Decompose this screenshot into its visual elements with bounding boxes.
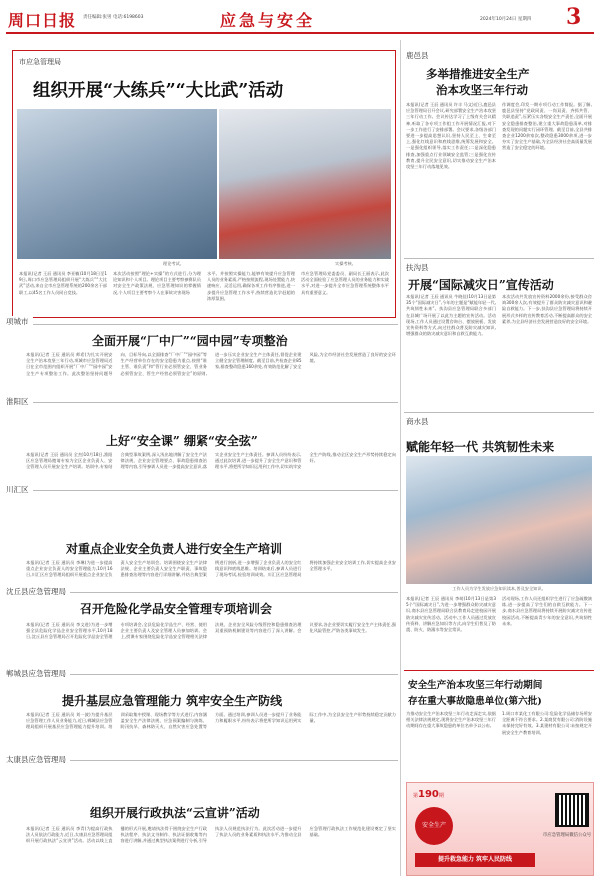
- rule-r3: [404, 412, 594, 413]
- date-line: 2024年10月24日 星期四: [480, 17, 532, 22]
- ad-badge: 安全生产: [415, 807, 453, 845]
- column-divider: [400, 40, 401, 876]
- hazards-headline-line1: 安全生产治本攻坚三年行动期间: [408, 680, 543, 691]
- luyi-col2: 作调度会,印发一期专项行动工作简报。据了解,鹿邑县坚持“党政同责、一岗双责、齐抓共管、失职追责”,压紧压实各级安全生产责任,全面开展安全隐患排查整治,建立重大事故隐患清单,对排查发现的问题实行闭环管理。截至目前,全县共排查企业1200余家次,整改隐患3000余项,进一步夯实了安全生产基础,为全县经济社会高质量发展营造了安全稳定的环境。: [502, 102, 592, 151]
- chuanhui-body: 本报讯(记者 王辰 通讯员 李琳)为进一步提高重点企业安全负责人的安全管理能力,10月16日,川汇区应急管理局组织开展重点企业安全负责人安全生产培训会。培训围绕安全生产法律法规、企业主要负责人安全生产职责、事故隐患排查治理等内容进行详细讲解,并结合典型案例进行剖析,进一步增强了企业负责人的安全红线意识和底线思维。培训结束后,参训人员进行了现场考试,检验培训成效。川汇区应急管理局将持续加强企业安全培训工作,切实提高企业安全管理水平。: [26, 560, 396, 578]
- ad-slogan: 提升救急能力 筑牢人民防线: [415, 853, 535, 867]
- ad-issue-suffix: 期: [438, 793, 444, 799]
- shangshui-region: 商水县: [406, 417, 429, 426]
- hazards-col2: 1.周口市某化工有限公司:危险化学品储存场所安全距离不符合要求。2.某商贸有限公司:消防设施未保持完好有效。3.某建材有限公司:未按规定开展安全生产教育培训。: [502, 711, 592, 735]
- fugou-col1: 本报讯(记者 王辰 通讯员 牛晓佳)10月13日是第35个“国际减灾日”,今年的主题是“赋能年轻一代,共筑韧性未来”。扶沟县应急管理局联合多部门在县城广场开展了以此为主题的宣传活动。活动现场,工作人员通过设置咨询台、摆放展板、发放宣传资料等方式,向过往群众普及防灾减灾知识,增强群众的防灾减灾意识和自救互救能力。: [406, 294, 496, 337]
- lead-caption-left: 理论考试。: [163, 261, 184, 266]
- editor-line: 责任编辑:张男 电话:6198603: [83, 15, 144, 20]
- ad-issue: [413, 789, 444, 800]
- luyi-region: 鹿邑县: [406, 51, 429, 60]
- section-title-bar: [208, 6, 388, 28]
- right-article-fugou: [404, 262, 594, 412]
- huaiyang-body: 本报讯(记者 王辰 通讯员 全杰)10月18日,淮阳区应急管理局邀请专家为全区企业负责人、安全管理人员开展安全生产培训。培训中,专家结合典型事故案例,深入浅出地讲解了安全生产法律法规、企业安全管理要点、事故隐患排查治理等内容,引导参训人员进一步提高安全意识,落实企业安全生产主体责任。参训人员纷纷表示,通过此次培训,进一步提升了安全生产意识和管理水平,将把所学知识运用到工作中,切实筑牢安全生产防线,推动全区安全生产形势持续稳定向好。: [26, 452, 396, 470]
- right-article-hazards: [404, 670, 594, 778]
- lead-section: 市应急管理局: [19, 58, 61, 66]
- lead-col2: 本次活动按照“理论+实操”的方式进行,分为理论知识和个人项目。理论项目主要考察参赛队员对安全生产政策法规、应急管理知识的掌握情况,个人项目主要考察个人在事故灾害现场: [113, 271, 201, 295]
- lead-headline: 组织开展“大练兵”“大比武”活动: [33, 81, 284, 101]
- shangshui-headline: 赋能年轻一代 共筑韧性未来: [406, 440, 555, 454]
- xiangcheng-headline: 全面开展“厂中厂”“园中园”专项整治: [92, 334, 288, 348]
- section-title: 应急与安全: [220, 11, 316, 30]
- fugou-region: 扶沟县: [406, 263, 429, 272]
- masthead-logo: 周口日报: [8, 11, 77, 30]
- luyi-headline-line1: 多举措推进安全生产: [426, 67, 530, 81]
- dancheng-body: 本报讯(记者 王辰 通讯员 刘一波)为提升基层应急管理工作人员业务能力,近日,郸城县应急管理局组织开展基层应急管理能力提升培训。培训采取集中授课、现场教学等方式进行,内容涵盖安全生产法律法规、应急预案编制与演练、防汛抗旱、森林防灭火、自然灾害应急处置等方面。通过培训,参训人员进一步提升了业务能力和履职水平,纷纷表示将把所学知识运用到实际工作中,为全县安全生产形势持续稳定贡献力量。: [26, 712, 396, 730]
- right-article-shangshui: [404, 416, 594, 664]
- dancheng-region: 郸城县应急管理局: [6, 668, 70, 679]
- hazards-headline-line2: 存在重大事故隐患单位(第六批): [408, 696, 542, 707]
- left-article-shenqiu: [6, 586, 398, 668]
- page-number: 3: [566, 4, 582, 30]
- qr-caption: 市应急管理局微信公众号: [542, 833, 592, 838]
- huaiyang-headline: 上好“安全课” 绷紧“安全弦”: [106, 434, 258, 448]
- xiangcheng-body: 本报讯(记者 王辰 通讯员 师希)为扎实开展安全生产治本攻坚三年行动,项城市应急管理局近日在全市范围内组织开展“厂中厂”“园中园”安全生产专项整治工作。此次整治坚持问题导向、目标导向,以全面排查“厂中厂”“园中园”等生产经营单位存在的安全隐患为重点,按照“谁主管、谁负责”和“管行业必须管安全、管业务必须管安全、管生产经营必须管安全”的原则,进一步压实企业安全生产主体责任,督促企业建立健全安全管理制度。截至目前,共检查企业85家,排查整改隐患160余处,有效防范化解了安全风险,为全市经济社会发展营造了良好的安全环境。: [26, 352, 396, 376]
- ad-banner: [406, 782, 594, 876]
- right-article-luyi: [404, 50, 594, 260]
- left-article-taikang: [6, 754, 398, 876]
- left-article-huaiyang: [6, 396, 398, 484]
- dancheng-headline: 提升基层应急管理能力 筑牢安全生产防线: [62, 694, 283, 708]
- qr-code: [555, 793, 589, 827]
- ad-issue-number: 190: [418, 789, 439, 800]
- huaiyang-region: 淮阳区: [6, 396, 33, 407]
- xiangcheng-region: 项城市: [6, 316, 33, 327]
- hazards-col1: 为推动安全生产治本攻坚三年行动走深走实,依据相关法律法规规定,现将安全生产治本攻坚三年行动期间存在重大事故隐患的单位名单予以公布。: [406, 711, 496, 729]
- taikang-body: 本报讯(记者 王辰 通讯员 李青)为提高行政执法人员依法行政能力,近日,太康县应急管理局组织开展行政执法“云宣讲”活动。活动以线上直播的形式开展,邀请执法骨干围绕安全生产行政执法程序、执法文书制作、执法证据收集等内容进行讲解,并通过典型执法案例进行分析,引导执法人员规范执法行为。此次活动进一步提升了执法人员的业务素质和执法水平,为推动全县应急管理行政执法工作规范化建设奠定了坚实基础。: [26, 826, 396, 844]
- lead-caption-right: 实操考核。: [335, 261, 356, 266]
- shangshui-col2: 活动现场,工作人员还组织学生进行了应急疏散演练,进一步提高了学生们的自救互救能力。下一步,商水县应急管理局将持续开展防灾减灾宣传进校园活动,不断提高青少年的安全意识,共筑韧性未来。: [502, 596, 592, 626]
- masthead-rule: [6, 32, 594, 34]
- taikang-region: 太康县应急管理局: [6, 754, 70, 765]
- masthead: [0, 0, 600, 36]
- lead-col3: 水平。并按照实操能力,能够有效提升应急管理人员的业务素质,严格按照流程,现场处置能力,快速响应、灵活运用,确保各项工作有序推进,进一步提升应急管理工作水平,持续营造比学赶超的浓厚氛围。: [207, 271, 295, 301]
- ad-issue-label: 第: [413, 793, 419, 799]
- lead-col1: 本报讯(记者 王辰 通讯员 李亚楠)10月18日至19日,周口市应急管理局组织开展“大练兵”“大比武”活动,来自全市应急管理系统的200余名干部职工,以45名工作人员同台竞技。: [19, 271, 107, 295]
- lead-photo-left: [17, 109, 217, 259]
- luyi-col1: 本报讯(记者 王辰 通讯员 许丰 马文)近日,鹿邑县应急管理局召开会议,研究部署安全生产治本攻坚三年行动工作。会议传达学习了上级有关会议精神,听取了各专项工作组工作开展情况汇报,对下一步工作进行了安排部署。会议要求,各级各部门要进一步提高思想认识,坚持人民至上、生命至上,强化红线意识和底线思维,统筹发展和安全。一是强化组织领导,落实工作责任;二是深化隐患排查,加强重点行业领域安全监管;三是强化宣传教育,提升全民安全意识,切实推动安全生产治本攻坚三年行动落地见效。: [406, 102, 496, 170]
- left-article-xiangcheng: [6, 316, 398, 396]
- left-article-dancheng: [6, 668, 398, 754]
- lead-photo-right: [219, 109, 391, 259]
- shangshui-caption: 工作人员为学生发放应急知识读本,普及安全知识。: [452, 586, 546, 591]
- left-article-chuanhui: [6, 484, 398, 580]
- shenqiu-region: 沈丘县应急管理局: [6, 586, 70, 597]
- shenqiu-body: 本报讯(记者 王辰 通讯员 李文进)为进一步增强全县危险化学品企业安全管理水平,10月18日,沈丘县应急管理局召开危险化学品安全管理专项培训会,全县危险化学品生产、经营、使用企业主要负责人及安全管理人员参加培训。会上,授课专家围绕危险化学品安全管理相关法律法规、企业安全风险分级管控和隐患排查治理双重预防机制建设等内容进行了深入讲解。会议要求,各企业要切实履行安全生产主体责任,强化风险管控,严防各类事故发生。: [26, 622, 396, 640]
- lead-col4: 市应急管理局党委委员、副局长王丽表示,此次活动全面检验了应急管理人员的业务能力和实战水平,对进一步提升全市应急管理系统整体水平具有重要意义。: [301, 271, 389, 295]
- shangshui-col1: 本报讯(记者 王辰 通讯员 李萌)10月13日是第35个“国际减灾日”,为进一步增强群众防灾减灾意识,商水县应急管理局联合县教育局走进校园开展防灾减灾宣传活动。活动中,工作人员通过发放宣传资料、讲解应急知识等方式,向学生们普及了防震、防火、防溺水等安全常识。: [406, 596, 496, 633]
- shenqiu-headline: 召开危险化学品安全管理专项培训会: [80, 602, 273, 616]
- taikang-headline: 组织开展行政执法“云宣讲”活动: [90, 806, 260, 820]
- fugou-col2: 本次活动共发放宣传资料2000余份,接受群众咨询300余人次,有效提升了群众防灾减灾意识和避险自救能力。下一步,扶沟县应急管理局将持续开展形式多样的宣传教育活动,不断提高群众的安全素养,为全县经济社会发展营造良好的安全环境。: [502, 294, 592, 324]
- chuanhui-headline: 对重点企业安全负责人进行安全生产培训: [66, 542, 283, 556]
- rule-r2: [404, 258, 594, 259]
- fugou-headline: 开展“国际减灾日”宣传活动: [408, 278, 554, 292]
- luyi-headline-line2: 治本攻坚三年行动: [436, 83, 528, 97]
- lead-article: [12, 50, 396, 318]
- shangshui-photo: [406, 456, 592, 584]
- chuanhui-region: 川汇区: [6, 484, 33, 495]
